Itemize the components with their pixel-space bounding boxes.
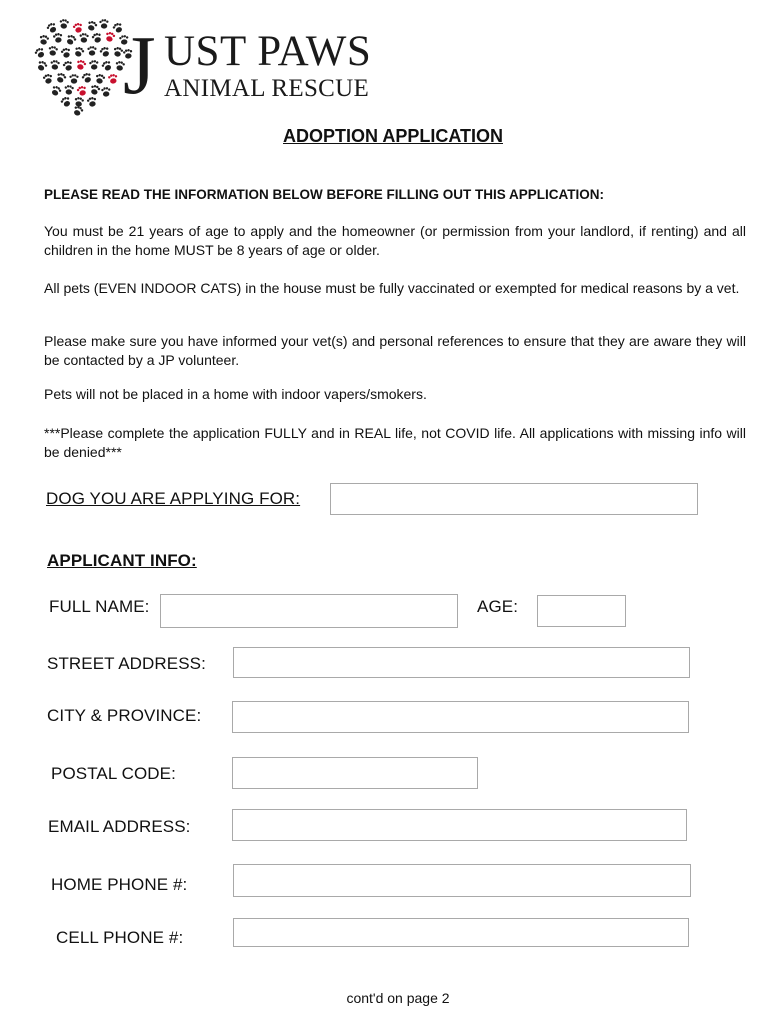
applicant-info-heading: APPLICANT INFO: xyxy=(47,551,197,570)
dog-applying-input[interactable] xyxy=(330,483,698,515)
full-name-input[interactable] xyxy=(160,594,458,628)
age-label: AGE: xyxy=(477,597,519,616)
city-province-input[interactable] xyxy=(232,701,689,733)
postal-code-input[interactable] xyxy=(232,757,478,789)
page-title: ADOPTION APPLICATION xyxy=(283,126,503,146)
paragraph-vaccination: All pets (EVEN INDOOR CATS) in the house must be fully vaccinated or exempted for medical reasons by a vet. xyxy=(44,280,740,296)
footer-continued: cont'd on page 2 xyxy=(346,990,450,1006)
street-address-input[interactable] xyxy=(233,647,690,678)
email-address-input[interactable] xyxy=(232,809,687,841)
paragraph-references: Please make sure you have informed your vet(s) and personal references to ensure that they are aware they will be contacted by a JP volunteer. xyxy=(44,333,746,368)
logo-letter-j: J xyxy=(123,19,156,112)
home-phone-label: HOME PHONE #: xyxy=(51,875,188,894)
paw-print-heart-logo-icon xyxy=(34,18,134,116)
paragraph-age-requirement: You must be 21 years of age to apply and the homeowner (or permission from your landlord, if renting) and all children in the home MUST be 8 years of age or older. xyxy=(44,223,746,258)
paragraph-complete-notice: ***Please complete the application FULLY and in REAL life, not COVID life. All applications with missing info will be denied*** xyxy=(44,425,746,460)
city-province-label: CITY & PROVINCE: xyxy=(47,706,202,725)
street-address-label: STREET ADDRESS: xyxy=(47,654,206,673)
age-input[interactable] xyxy=(537,595,626,627)
email-address-label: EMAIL ADDRESS: xyxy=(48,817,191,836)
paragraph-smokers: Pets will not be placed in a home with indoor vapers/smokers. xyxy=(44,386,427,402)
logo-subtitle: ANIMAL RESCUE xyxy=(164,75,370,102)
postal-code-label: POSTAL CODE: xyxy=(51,764,176,783)
intro-heading: PLEASE READ THE INFORMATION BELOW BEFORE FILLING OUT THIS APPLICATION: xyxy=(44,187,604,202)
dog-applying-label: DOG YOU ARE APPLYING FOR: xyxy=(46,489,301,508)
full-name-label: FULL NAME: xyxy=(49,597,150,616)
cell-phone-input[interactable] xyxy=(233,918,689,947)
home-phone-input[interactable] xyxy=(233,864,691,897)
cell-phone-label: CELL PHONE #: xyxy=(56,928,184,947)
logo-name: UST PAWS xyxy=(164,28,372,75)
